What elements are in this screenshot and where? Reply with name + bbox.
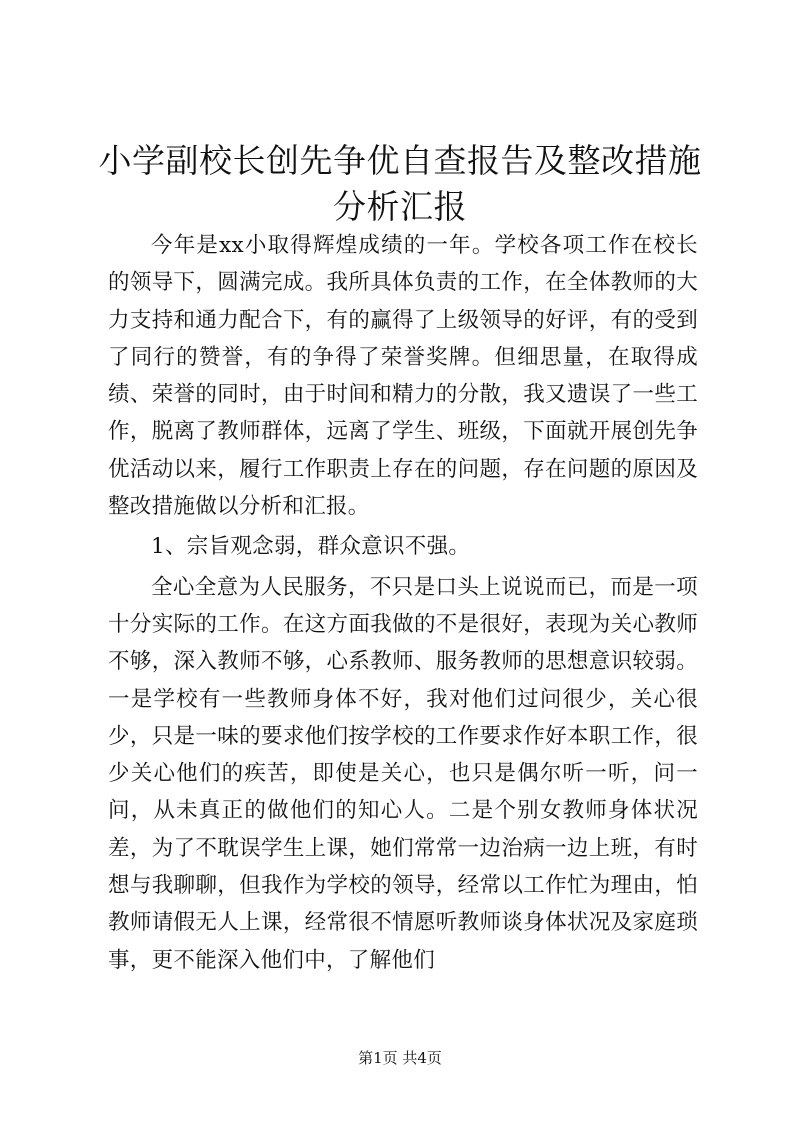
page-footer: 第1页 共4页 <box>358 1049 442 1067</box>
paragraph-detail: 全心全意为人民服务，不只是口头上说说而已，而是一项十分实际的工作。在这方面我做的不是很好，表现为关心教师不够，深入教师不够，心系教师、服务教师的思想意识较弱。一是学校有一些教师身体不好，我对他们过问很少，关心很少，只是一味的要求他们按学校的工作要求作好本职工作，很少关心他们的疾苦，即使是关心，也只是偶尔听一听，问一问，从未真正的做他们的知心人。二是个别女教师身体状况差，为了不耽误学生上课，她们常常一边治病一边上班，有时想与我聊聊，但我作为学校的领导，经常以工作忙为理由，怕教师请假无人上课，经常很不情愿听教师谈身体状况及家庭琐事，更不能深入他们中，了解他们 <box>108 574 698 973</box>
paragraph-heading-1: 1、宗旨观念弱，群众意识不强。 <box>151 534 471 560</box>
document-title: 小学副校长创先争优自查报告及整改措施分析汇报 <box>98 141 702 226</box>
document-body <box>108 227 698 982</box>
paragraph-intro: 今年是xx小取得辉煌成绩的一年。学校各项工作在校长的领导下，圆满完成。我所具体负责的工作，在全体教师的大力支持和通力配合下，有的赢得了上级领导的好评，有的受到了同行的赞誉，有的争得了荣誉奖牌。但细思量，在取得成绩、荣誉的同时，由于时间和精力的分散，我又遗误了一些工作，脱离了教师群体，远离了学生、班级，下面就开展创先争优活动以来，履行工作职责上存在的问题，存在问题的原因及整改措施做以分析和汇报。 <box>108 233 698 520</box>
